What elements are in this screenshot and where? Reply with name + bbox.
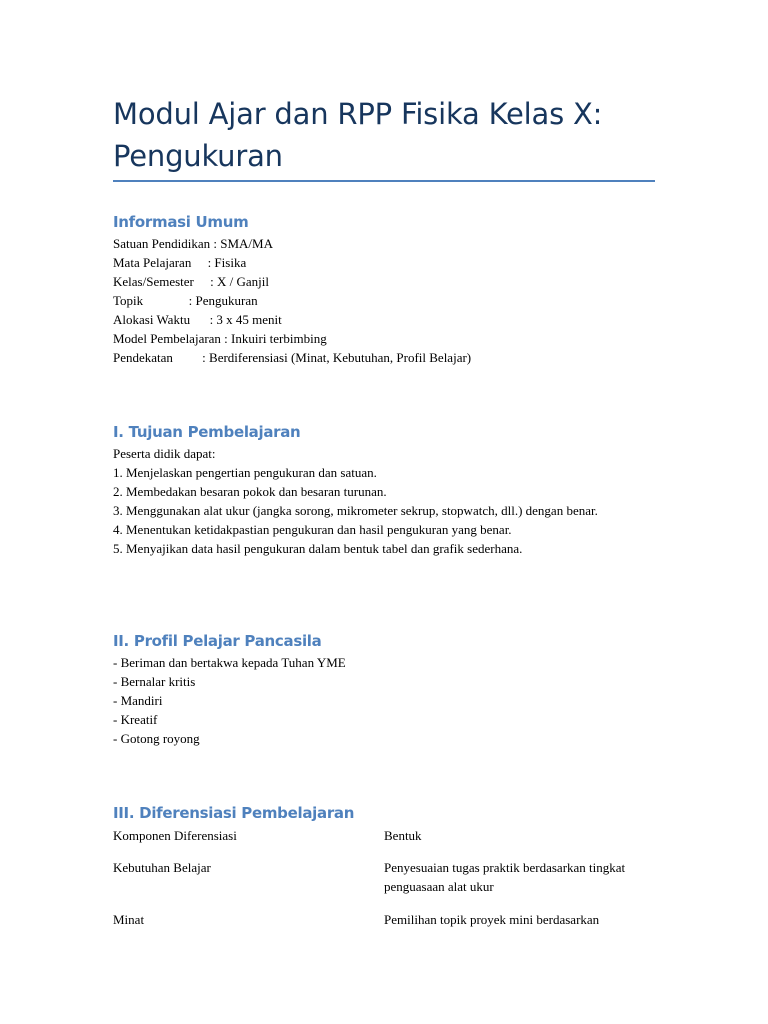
tujuan-intro: Peserta didik dapat: <box>113 446 216 461</box>
section-tujuan-pembelajaran <box>113 422 655 558</box>
diferensiasi-table <box>113 826 655 940</box>
tujuan-item-5: 5. Menyajikan data hasil pengukuran dalam bentuk tabel dan grafik sederhana. <box>113 541 523 556</box>
tujuan-item-3: 3. Menggunakan alat ukur (jangka sorong, mikrometer sekrup, stopwatch, dll.) dengan benar. <box>113 503 598 518</box>
title-underline <box>113 180 655 182</box>
heading-diferensiasi-pembelajaran: III. Diferensiasi Pembelajaran <box>113 804 355 822</box>
profil-item-bernalar-kritis: - Bernalar kritis <box>113 674 196 689</box>
row-bentuk-minat: Pemilihan topik proyek mini berdasarkan <box>384 912 600 927</box>
table-row <box>113 858 655 910</box>
profil-item-beriman: - Beriman dan bertakwa kepada Tuhan YME <box>113 655 346 670</box>
row-komponen-kebutuhan-belajar: Kebutuhan Belajar <box>113 860 211 875</box>
section-informasi-umum <box>113 212 655 367</box>
tujuan-item-2: 2. Membedakan besaran pokok dan besaran turunan. <box>113 484 387 499</box>
table-header-row <box>113 826 655 858</box>
info-satuan-pendidikan: Satuan Pendidikan : SMA/MA <box>113 236 273 251</box>
profil-item-mandiri: - Mandiri <box>113 693 163 708</box>
tujuan-item-1: 1. Menjelaskan pengertian pengukuran dan satuan. <box>113 465 377 480</box>
table-row <box>113 910 655 940</box>
header-komponen-diferensiasi: Komponen Diferensiasi <box>113 828 237 843</box>
document-title: Modul Ajar dan RPP Fisika Kelas X: Pengukuran <box>113 97 603 173</box>
heading-profil-pelajar-pancasila: II. Profil Pelajar Pancasila <box>113 632 322 650</box>
section-profil-pelajar-pancasila <box>113 631 655 748</box>
header-bentuk: Bentuk <box>384 828 422 843</box>
profil-item-kreatif: - Kreatif <box>113 712 158 727</box>
profil-item-gotong-royong: - Gotong royong <box>113 731 200 746</box>
row-komponen-minat: Minat <box>113 912 145 927</box>
tujuan-item-4: 4. Menentukan ketidakpastian pengukuran dan hasil pengukuran yang benar. <box>113 522 512 537</box>
info-model-pembelajaran: Model Pembelajaran : Inkuiri terbimbing <box>113 331 327 346</box>
heading-informasi-umum: Informasi Umum <box>113 213 249 231</box>
info-topik: Topik : Pengukuran <box>113 293 258 308</box>
section-diferensiasi-pembelajaran <box>113 803 655 825</box>
info-kelas-semester: Kelas/Semester : X / Ganjil <box>113 274 269 289</box>
info-mata-pelajaran: Mata Pelajaran : Fisika <box>113 255 247 270</box>
info-pendekatan: Pendekatan : Berdiferensiasi (Minat, Kebutuhan, Profil Belajar) <box>113 350 472 365</box>
info-alokasi-waktu: Alokasi Waktu : 3 x 45 menit <box>113 312 282 327</box>
row-bentuk-kebutuhan-belajar: Penyesuaian tugas praktik berdasarkan tingkat penguasaan alat ukur <box>384 860 626 894</box>
heading-tujuan-pembelajaran: I. Tujuan Pembelajaran <box>113 423 301 441</box>
